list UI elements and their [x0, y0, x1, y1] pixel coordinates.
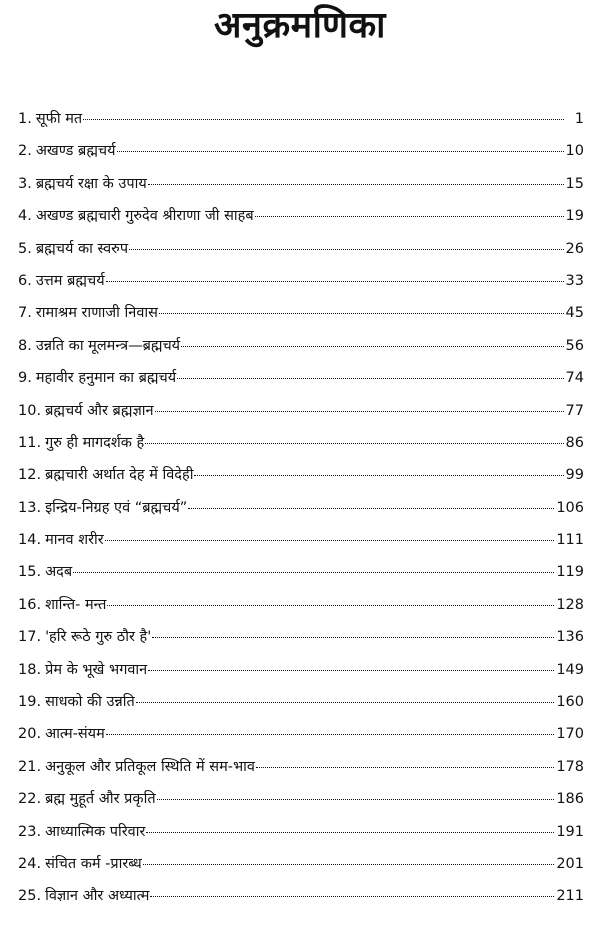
toc-entry — [18, 168, 584, 200]
entry-page: 201 — [556, 855, 584, 872]
toc-entry — [18, 459, 584, 491]
entry-title: अनुकूल और प्रतिकूल स्थिति में सम-भाव — [45, 758, 255, 775]
toc-entry — [18, 200, 584, 232]
entry-number: 18. — [18, 661, 42, 678]
dot-leader — [159, 313, 564, 314]
entry-number: 4. — [18, 208, 32, 225]
dot-leader — [117, 151, 564, 152]
entry-page: 170 — [556, 726, 584, 743]
entry-page: 56 — [565, 337, 584, 354]
entry-number: 17. — [18, 629, 42, 646]
entry-title: महावीर हनुमान का ब्रह्मचर्य — [35, 370, 177, 387]
entry-page: 77 — [565, 402, 584, 419]
dot-leader — [136, 702, 555, 703]
toc-entry — [18, 330, 584, 362]
toc-entry — [18, 686, 584, 718]
entry-page: 149 — [556, 661, 584, 678]
entry-number: 22. — [18, 791, 42, 808]
entry-page: 1 — [574, 111, 584, 127]
entry-number: 16. — [18, 596, 42, 613]
entry-number: 20. — [18, 726, 42, 743]
entry-title: मानव शरीर — [45, 532, 104, 549]
entry-number: 14. — [18, 532, 42, 549]
entry-number: 13. — [18, 499, 42, 516]
entry-number: 15. — [18, 564, 42, 581]
entry-title: उत्तम ब्रह्मचर्य — [35, 272, 105, 289]
dot-leader — [106, 281, 564, 282]
dot-leader — [129, 249, 563, 250]
entry-page: 15 — [565, 175, 584, 192]
dot-leader — [255, 216, 564, 217]
dot-leader — [73, 572, 554, 573]
toc-entry — [18, 880, 584, 912]
toc-entry — [18, 751, 584, 783]
entry-number: 11. — [18, 434, 42, 451]
dot-leader — [181, 346, 563, 347]
dot-leader — [107, 605, 554, 606]
entry-title: अदब — [45, 564, 73, 581]
dot-leader — [145, 443, 563, 444]
dot-leader — [148, 670, 554, 671]
entry-title: साधको की उन्नति — [45, 694, 135, 711]
toc-entry — [18, 395, 584, 427]
dot-leader — [155, 411, 564, 412]
entry-title: ब्रह्मचर्य का स्वरुप — [35, 240, 129, 257]
entry-page: 86 — [565, 434, 584, 451]
entry-number: 3. — [18, 175, 32, 192]
entry-number: 8. — [18, 337, 32, 354]
toc-entry — [18, 589, 584, 621]
toc-entry — [18, 783, 584, 815]
entry-title: आत्म-संयम — [45, 726, 105, 743]
dot-leader — [143, 864, 555, 865]
dot-leader — [146, 832, 554, 833]
entry-title: प्रेम के भूखे भगवान — [45, 661, 148, 678]
entry-page: 211 — [556, 888, 584, 905]
toc-entry — [18, 103, 584, 135]
entry-number: 21. — [18, 758, 42, 775]
toc-entry — [18, 654, 584, 686]
dot-leader — [152, 637, 554, 638]
toc-entry — [18, 492, 584, 524]
dot-leader — [188, 508, 554, 509]
page-title: अनुक्रमणिका — [214, 5, 386, 46]
entry-page: 119 — [556, 564, 584, 581]
dot-leader — [105, 540, 555, 541]
entry-page: 19 — [565, 208, 584, 225]
entry-number: 25. — [18, 888, 42, 905]
toc-entry — [18, 265, 584, 297]
toc-entry — [18, 524, 584, 556]
entry-number: 19. — [18, 694, 42, 711]
entry-title: ब्रह्मचर्य रक्षा के उपाय — [35, 175, 147, 192]
entry-title: ब्रह्म मुहूर्त और प्रकृति — [45, 791, 156, 808]
entry-title: गुरु ही मागदर्शक है — [45, 434, 145, 451]
entry-page: 74 — [565, 370, 584, 387]
entry-number: 5. — [18, 240, 32, 257]
entry-number: 12. — [18, 467, 42, 484]
entry-number: 2. — [18, 143, 32, 160]
entry-title: अखण्ड ब्रह्मचारी गुरुदेव श्रीराणा जी साहब — [35, 208, 254, 225]
entry-page: 10 — [565, 143, 584, 160]
toc-entry — [18, 848, 584, 880]
dot-leader — [150, 896, 554, 897]
toc-entry — [18, 362, 584, 394]
entry-title: ब्रह्मचर्य और ब्रह्मज्ञान — [45, 402, 154, 419]
toc-entry — [18, 718, 584, 750]
entry-page: 178 — [556, 758, 584, 775]
entry-page: 33 — [565, 272, 584, 289]
entry-number: 10. — [18, 402, 42, 419]
entry-page: 160 — [556, 694, 584, 711]
entry-page: 191 — [556, 823, 584, 840]
entry-page: 128 — [556, 596, 584, 613]
entry-number: 9. — [18, 370, 32, 387]
entry-page: 45 — [565, 305, 584, 322]
dot-leader — [256, 767, 554, 768]
entry-page: 106 — [556, 499, 584, 516]
entry-title: सूफी मत — [35, 111, 83, 127]
dot-leader — [157, 799, 555, 800]
entry-title: रामाश्रम राणाजी निवास — [35, 305, 158, 322]
entry-title: अखण्ड ब्रह्मचर्य — [35, 143, 116, 160]
entry-number: 1. — [18, 111, 32, 127]
dot-leader — [177, 378, 563, 379]
entry-page: 26 — [565, 240, 584, 257]
entry-title: आध्यात्मिक परिवार — [45, 823, 146, 840]
entry-number: 24. — [18, 855, 42, 872]
entry-title: शान्ति- मन्त — [45, 596, 107, 613]
table-of-contents — [18, 103, 584, 913]
toc-entry — [18, 556, 584, 588]
toc-entry — [18, 816, 584, 848]
dot-leader — [148, 184, 564, 185]
entry-page: 186 — [556, 791, 584, 808]
dot-leader — [194, 475, 563, 476]
entry-number: 23. — [18, 823, 42, 840]
dot-leader — [83, 119, 564, 120]
toc-entry — [18, 135, 584, 167]
entry-number: 7. — [18, 305, 32, 322]
toc-entry — [18, 233, 584, 265]
toc-entry — [18, 621, 584, 653]
dot-leader — [106, 734, 555, 735]
entry-title: उन्नति का मूलमन्त्र—ब्रह्मचर्य — [35, 337, 181, 354]
entry-page: 99 — [565, 467, 584, 484]
entry-page: 136 — [556, 629, 584, 646]
toc-entry — [18, 297, 584, 329]
toc-entry — [18, 427, 584, 459]
entry-title: विज्ञान और अध्यात्म — [45, 888, 150, 905]
entry-title: संचित कर्म -प्रारब्ध — [45, 855, 142, 872]
entry-number: 6. — [18, 272, 32, 289]
entry-title: इन्द्रिय-निग्रह एवं “ब्रह्मचर्य” — [45, 499, 188, 516]
entry-title: ब्रह्मचारी अर्थात देह में विदेही — [45, 467, 194, 484]
entry-title: 'हरि रूठे गुरु ठौर है' — [45, 629, 152, 646]
entry-page: 111 — [556, 532, 584, 549]
